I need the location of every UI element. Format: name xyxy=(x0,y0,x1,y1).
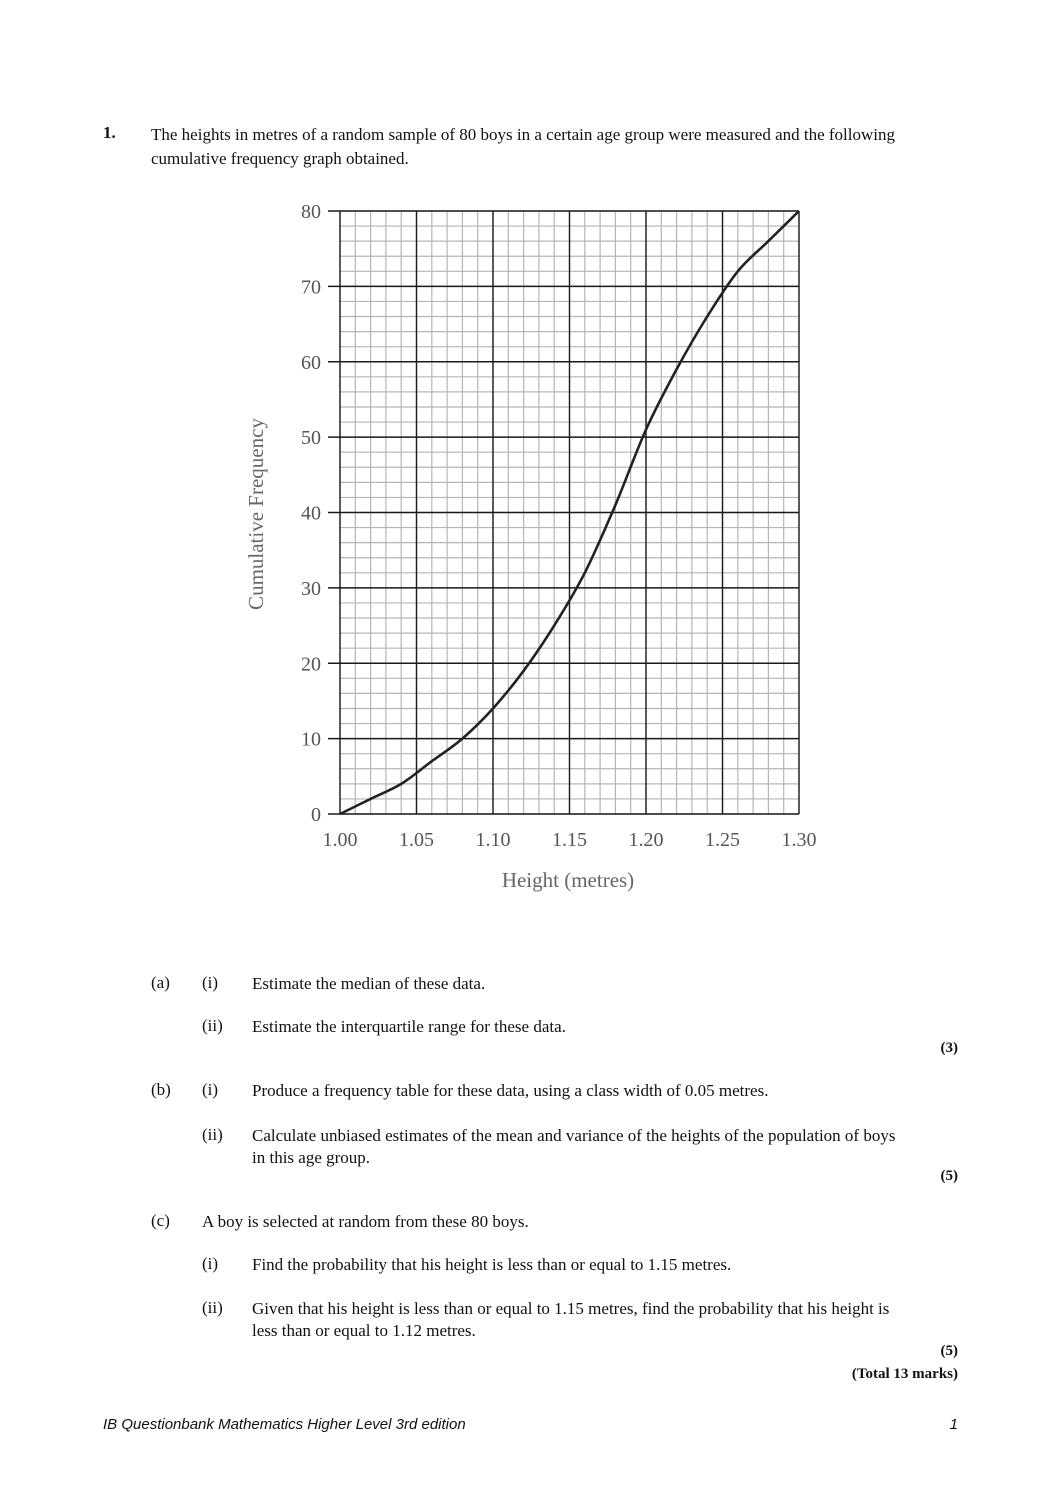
part-sublabel: (i) xyxy=(202,973,219,992)
x-axis-ticks xyxy=(323,829,817,851)
x-tick-label: 1.10 xyxy=(475,829,511,851)
y-axis-ticks xyxy=(301,201,321,826)
question-intro: The heights in metres of a random sample of 80 boys in a certain age group were measured and the following cumulative frequency graph obtained. xyxy=(151,125,895,168)
x-tick-label: 1.00 xyxy=(322,829,358,851)
x-tick-label: 1.25 xyxy=(705,829,740,851)
part-label: (a) xyxy=(151,973,170,992)
x-axis-label: Height (metres) xyxy=(501,868,635,892)
part-sublabel: (i) xyxy=(202,1080,219,1099)
part-label: (b) xyxy=(151,1080,171,1099)
cumulative-frequency-chart xyxy=(230,195,840,915)
x-tick-label: 1.15 xyxy=(552,829,587,851)
y-tick-label: 10 xyxy=(301,728,321,751)
y-tick-label: 40 xyxy=(301,502,321,525)
part-sublabel: (ii) xyxy=(202,1298,223,1317)
part-text: Find the probability that his height is less than or equal to 1.15 metres. xyxy=(252,1255,732,1274)
y-tick-label: 30 xyxy=(301,577,321,600)
x-tick-label: 1.20 xyxy=(628,829,664,851)
part-sublabel: (ii) xyxy=(202,1016,223,1035)
part-marks: (5) xyxy=(940,1168,958,1184)
y-tick-label: 20 xyxy=(301,653,321,676)
x-tick-label: 1.05 xyxy=(399,829,434,851)
part-text: A boy is selected at random from these 80 boys. xyxy=(202,1212,529,1231)
part-text: Estimate the median of these data. xyxy=(252,974,486,993)
y-tick-label: 0 xyxy=(311,804,321,826)
part-sublabel: (i) xyxy=(202,1254,219,1273)
part-marks: (3) xyxy=(940,1040,958,1056)
y-tick-label: 80 xyxy=(301,201,321,223)
y-tick-label: 50 xyxy=(301,427,321,450)
part-text: Produce a frequency table for these data, using a class width of 0.05 metres. xyxy=(252,1081,769,1100)
y-axis-label: Cumulative Frequency xyxy=(244,418,268,610)
page-number: 1 xyxy=(949,1416,958,1433)
y-tick-label: 70 xyxy=(301,276,321,299)
footer-source: IB Questionbank Mathematics Higher Level 3rd edition xyxy=(103,1416,466,1433)
part-text: Calculate unbiased estimates of the mean and variance of the heights of the population of boys in this age group. xyxy=(252,1126,896,1167)
part-text: Given that his height is less than or equal to 1.15 metres, find the probability that his height is less than or equal to 1.12 metres. xyxy=(252,1299,890,1340)
y-tick-label: 60 xyxy=(301,351,321,374)
x-tick-label: 1.30 xyxy=(781,829,817,851)
question-number: 1. xyxy=(103,123,116,142)
part-text: Estimate the interquartile range for these data. xyxy=(252,1017,566,1036)
part-sublabel: (ii) xyxy=(202,1125,223,1144)
part-label: (c) xyxy=(151,1211,170,1230)
total-marks: (Total 13 marks) xyxy=(851,1366,958,1382)
part-marks: (5) xyxy=(940,1343,958,1359)
